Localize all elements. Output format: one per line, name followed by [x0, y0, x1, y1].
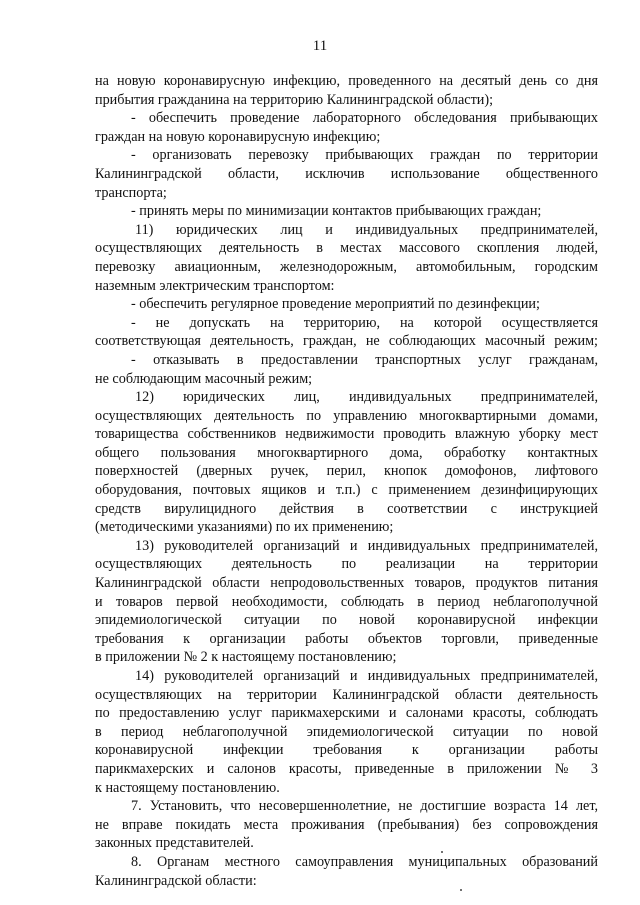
text-line: в период неблагополучной эпидемиологической ситуации по новой [95, 723, 598, 740]
text-line: - обеспечить регулярное проведение мероприятий по дезинфекции; [131, 296, 540, 313]
text-line: перевозку авиационным, железнодорожным, автомобильным, городским [95, 258, 598, 275]
text-line: осуществляющих деятельность по реализации на территории [95, 556, 598, 573]
text-line: эпидемиологической ситуации по новой коронавирусной инфекции [95, 612, 598, 629]
text-line: Калининградской области: [95, 872, 257, 889]
text-line: к настоящему постановлению. [95, 779, 280, 796]
text-line: соответствующая деятельность, граждан, не соблюдающих масочный режим; [95, 333, 598, 350]
scan-speck [460, 889, 462, 891]
text-line: поверхностей (дверных ручек, перил, кнопок домофонов, лифтового [95, 463, 598, 480]
text-line: осуществляющих деятельность по управлению многоквартирными домами, [95, 407, 598, 424]
text-line: не вправе покидать места проживания (пребывания) без сопровождения [95, 816, 598, 833]
text-line: - организовать перевозку прибывающих граждан по территории [131, 147, 598, 164]
text-line: по предоставлению услуг парикмахерскими и салонами красоты, соблюдать [95, 705, 598, 722]
text-line: общего пользования многоквартирного дома, обработку контактных [95, 444, 598, 461]
text-line: - не допускать на территорию, на которой осуществляется [131, 314, 598, 331]
text-line: Калининградской области, исключив использование общественного [95, 165, 598, 182]
text-line: наземным электрическим транспортом: [95, 277, 335, 294]
text-line: осуществляющих деятельность в местах массового скопления людей, [95, 240, 598, 257]
page-number: 11 [312, 38, 328, 54]
text-line: 13) руководителей организаций и индивидуальных предпринимателей, [135, 537, 598, 554]
text-line: прибытия гражданина на территорию Калининградской области); [95, 91, 494, 108]
text-line: оборудования, почтовых ящиков и т.п.) с применением дезинфицирующих [95, 482, 598, 499]
text-line: 14) руководителей организаций и индивидуальных предпринимателей, [135, 668, 598, 684]
text-line: (методическими указаниями) по их применению; [95, 519, 394, 536]
text-line: - обеспечить проведение лабораторного обследования прибывающих [131, 110, 598, 127]
text-line: парикмахерских и салонов красоты, приведенные в приложении № 3 [95, 760, 598, 777]
text-line: Калининградской области непродовольственных товаров, продуктов питания [95, 575, 598, 592]
text-line: на новую коронавирусную инфекцию, проведенного на десятый день со дня [95, 73, 598, 89]
text-line: средств вирулицидного действия в соответствии с инструкцией [95, 500, 598, 517]
text-line: 7. Установить, что несовершеннолетние, не достигшие возраста 14 лет, [131, 798, 598, 815]
text-line: законных представителей. [95, 835, 254, 852]
text-line: в приложении № 2 к настоящему постановлению; [95, 649, 397, 666]
text-line: 12) юридических лиц, индивидуальных предпринимателей, [135, 389, 598, 406]
text-line: - принять меры по минимизации контактов прибывающих граждан; [131, 203, 542, 220]
document-body [95, 72, 598, 890]
scan-speck [441, 851, 443, 853]
text-line: граждан на новую коронавирусную инфекцию; [95, 128, 381, 145]
text-line: - отказывать в предоставлении транспортных услуг гражданам, [131, 351, 598, 368]
text-line: 11) юридических лиц и индивидуальных предпринимателей, [135, 221, 598, 238]
text-line: транспорта; [95, 184, 167, 201]
text-line: товарищества собственников недвижимости проводить влажную уборку мест [95, 426, 598, 443]
text-line: и товаров первой необходимости, соблюдать в период неблагополучной [95, 593, 598, 610]
text-line: коронавирусной инфекции требования к организации работы [95, 742, 598, 759]
text-line: осуществляющих на территории Калининградской области деятельность [95, 686, 598, 703]
text-line: не соблюдающим масочный режим; [95, 370, 313, 387]
text-line: требования к организации работы объектов торговли, приведенные [95, 630, 598, 647]
text-line: 8. Органам местного самоуправления муниципальных образований [131, 853, 598, 870]
